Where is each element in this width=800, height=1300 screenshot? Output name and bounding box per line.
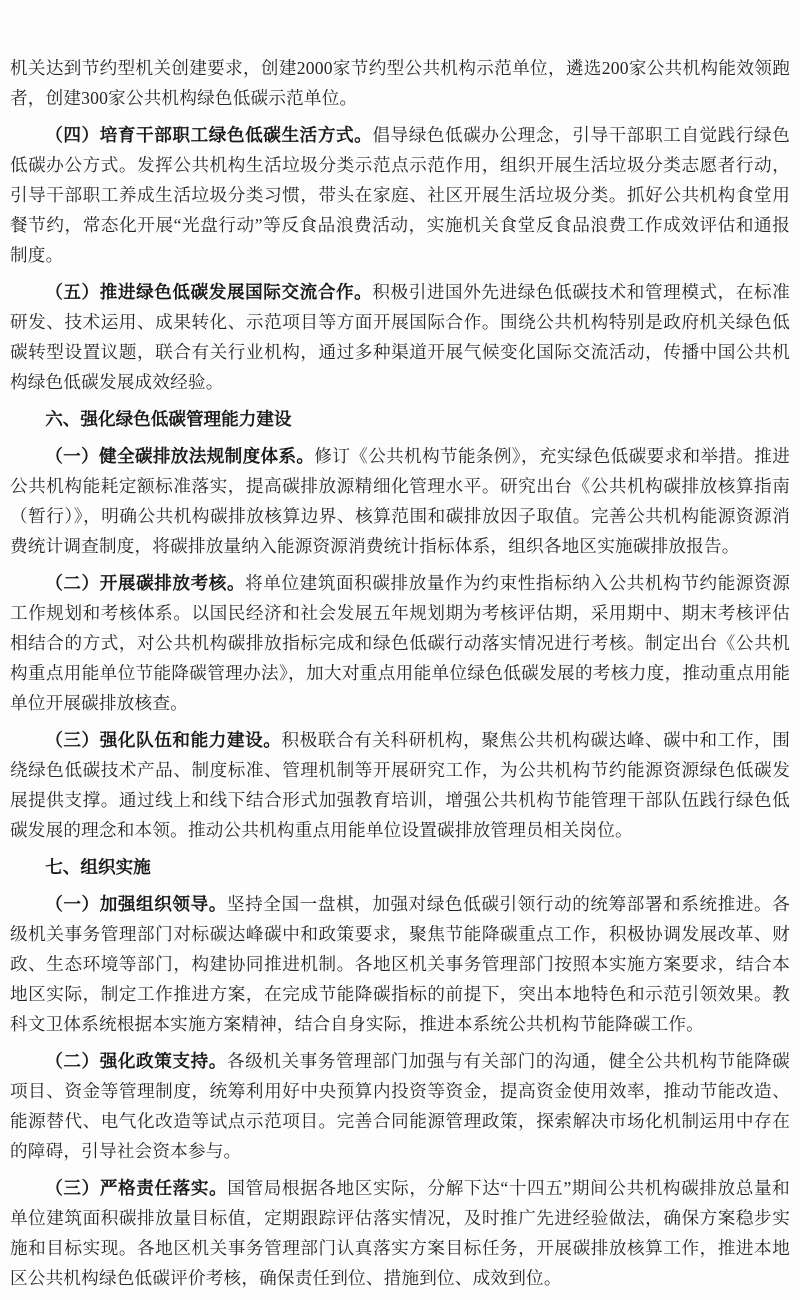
paragraph-lead: （一）健全碳排放法规制度体系。 <box>45 446 315 466</box>
paragraph-body: 机关达到节约型机关创建要求，创建2000家节约型公共机构示范单位，遴选200家公共机构能效领跑者，创建300家公共机构绿色低碳示范单位。 <box>10 58 790 108</box>
paragraph-body: 积极引进国外先进绿色低碳技术和管理模式，在标准研发、技术运用、成果转化、示范项目等方面开展国际合作。围绕公共机构特别是政府机关绿色低碳转型设置议题，联合有关行业机构，通过多种渠道开展气候变化国际交流活动，传播中国公共机构绿色低碳发展成效经验。 <box>10 282 790 392</box>
paragraph-body: 积极联合有关科研机构，聚焦公共机构碳达峰、碳中和工作，围绕绿色低碳技术产品、制度标准、管理机制等开展研究工作，为公共机构节约能源资源绿色低碳发展提供支撑。通过线上和线下结合形式加强教育培训，增强公共机构节能管理干部队伍践行绿色低碳发展的理念和本领。推动公共机构重点用能单位设置碳排放管理员相关岗位。 <box>10 730 790 840</box>
paragraph <box>10 277 790 397</box>
paragraph-body: 各级机关事务管理部门加强与有关部门的沟通，健全公共机构节能降碳项目、资金等管理制度，统筹利用好中央预算内投资等资金，提高资金使用效率，推动节能改造、能源替代、电气化改造等试点示范项目。完善合同能源管理政策，探索解决市场化机制运用中存在的障碍，引导社会资本参与。 <box>10 1051 790 1161</box>
paragraph-lead: （三）强化队伍和能力建设。 <box>45 730 282 750</box>
paragraph-body: 将单位建筑面积碳排放量作为约束性指标纳入公共机构节约能源资源工作规划和考核体系。以国民经济和社会发展五年规划期为考核评估期，采用期中、期末考核评估相结合的方式，对公共机构碳排放指标完成和绿色低碳行动落实情况进行考核。制定出台《公共机构重点用能单位节能降碳管理办法》，加大对重点用能单位绿色低碳发展的考核力度，推动重点用能单位开展碳排放核查。 <box>10 573 790 713</box>
paragraph-lead: （五）推进绿色低碳发展国际交流合作。 <box>45 282 373 302</box>
paragraph-lead: （四）培育干部职工绿色低碳生活方式。 <box>45 125 373 145</box>
section-heading: 七、组织实施 <box>45 857 151 877</box>
paragraph-lead: （一）加强组织领导。 <box>45 894 227 914</box>
paragraph <box>10 1046 790 1166</box>
paragraph <box>10 568 790 718</box>
paragraph-lead: （二）强化政策支持。 <box>45 1051 227 1071</box>
paragraph-body: 倡导绿色低碳办公理念，引导干部职工自觉践行绿色低碳办公方式。发挥公共机构生活垃圾分类示范点示范作用，组织开展生活垃圾分类志愿者行动，引导干部职工养成生活垃圾分类习惯，带头在家庭、社区开展生活垃圾分类。抓好公共机构食堂用餐节约，常态化开展“光盘行动”等反食品浪费活动，实施机关食堂反食品浪费工作成效评估和通报制度。 <box>10 125 790 265</box>
section-heading: 六、强化绿色低碳管理能力建设 <box>45 409 292 429</box>
paragraph-body: 国管局根据各地区实际，分解下达“十四五”期间公共机构碳排放总量和单位建筑面积碳排放量目标值，定期跟踪评估落实情况，及时推广先进经验做法，确保方案稳步实施和目标实现。各地区机关事务管理部门认真落实方案目标任务，开展碳排放核算工作，推进本地区公共机构绿色低碳评价考核，确保责任到位、措施到位、成效到位。 <box>10 1178 790 1288</box>
paragraph-lead: （二）开展碳排放考核。 <box>45 573 246 593</box>
paragraph <box>10 1173 790 1293</box>
paragraph-lead: （三）严格责任落实。 <box>45 1178 228 1198</box>
paragraph <box>10 889 790 1039</box>
paragraph-body: 修订《公共机构节能条例》，充实绿色低碳要求和举措。推进公共机构能耗定额标准落实，提高碳排放源精细化管理水平。研究出台《公共机构碳排放核算指南（暂行）》，明确公共机构碳排放核算边界、核算范围和碳排放因子取值。完善公共机构能源资源消费统计调查制度，将碳排放量纳入能源资源消费统计指标体系，组织各地区实施碳排放报告。 <box>10 446 790 556</box>
document-page <box>10 53 790 1300</box>
paragraph <box>10 725 790 845</box>
paragraph-body: 坚持全国一盘棋，加强对绿色低碳引领行动的统筹部署和系统推进。各级机关事务管理部门对标碳达峰碳中和政策要求，聚焦节能降碳重点工作，积极协调发展改革、财政、生态环境等部门，构建协同推进机制。各地区机关事务管理部门按照本实施方案要求，结合本地区实际，制定工作推进方案，在完成节能降碳指标的前提下，突出本地特色和示范引领效果。教科文卫体系统根据本实施方案精神，结合自身实际，推进本系统公共机构节能降碳工作。 <box>10 894 790 1034</box>
paragraph <box>10 441 790 561</box>
paragraph <box>10 53 790 113</box>
paragraph <box>10 120 790 270</box>
